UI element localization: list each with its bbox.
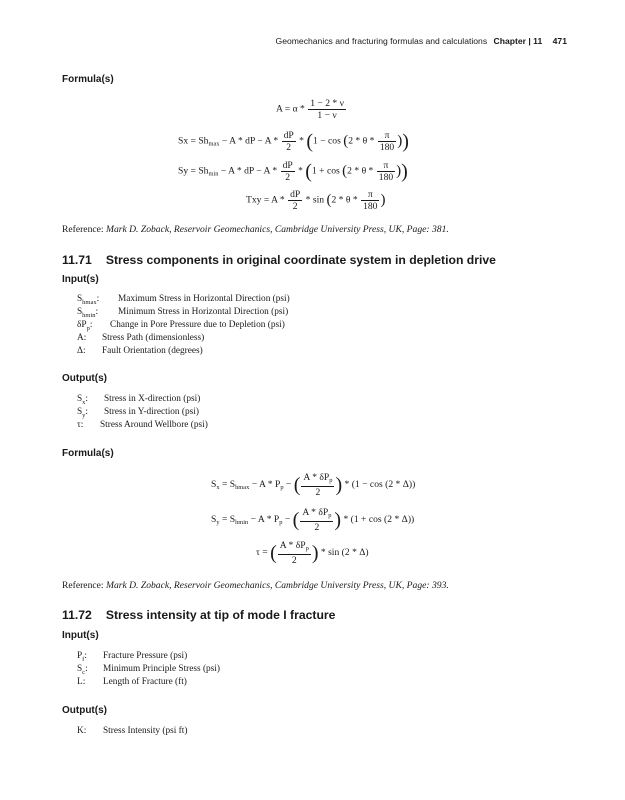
input-item-dpp: $\delta P_p$: Change in Pore Pressure due to Depletion (psi) — [77, 320, 285, 332]
equation-tau-depletion: τ = ( $\frac{A * \delta P_p}{2}$ ) * sin (2 * Δ) — [256, 540, 369, 566]
reference-citation: Mark D. Zoback, Reservoir Geomechanics, Cambridge University Press, UK, Page: 381. — [105, 224, 449, 235]
section-number: 11.72 — [62, 608, 92, 622]
reference-citation: Mark D. Zoback, Reservoir Geomechanics, Cambridge University Press, UK, Page: 393. — [105, 580, 449, 591]
input-desc: Fracture Pressure (psi) — [103, 651, 188, 661]
formula-label-11-71: Formula(s) — [62, 448, 114, 459]
output-label-11-72: Output(s) — [62, 705, 107, 716]
input-label-11-72: Input(s) — [62, 630, 99, 641]
reference-prefix: Reference: — [62, 580, 106, 591]
output-label-11-71: Output(s) — [62, 373, 107, 384]
output-item-sy: $S_y$: Stress in Y-direction (psi) — [77, 407, 199, 419]
output-item-tau: τ: Stress Around Wellbore (psi) — [77, 420, 208, 430]
output-desc: Stress Around Wellbore (psi) — [100, 420, 208, 430]
equation-sy: $Sy = Sh_{min} - A$ * dP − A * $\frac{dP}{2}$ * (1 + cos (2 * θ * $\frac{\pi}{180}$ )) — [178, 160, 408, 183]
reference-11-71 — [62, 580, 449, 591]
input-desc: Minimum Principle Stress (psi) — [103, 664, 220, 674]
input-item-pf: $P_f$: Fracture Pressure (psi) — [77, 651, 188, 663]
running-title: Geomechanics and fracturing formulas and calculations — [275, 36, 488, 46]
input-item-l: L: Length of Fracture (ft) — [77, 677, 187, 687]
section-number: 11.71 — [62, 253, 92, 267]
equation-sx-depletion: $S_x = S_{hmax} - A * P_p$ − ( $\frac{A * \delta P_p}{2}$ ) * (1 − cos (2 * Δ)) — [211, 472, 416, 498]
reference-top — [62, 224, 449, 235]
output-desc: Stress Intensity (psi ft) — [103, 726, 188, 736]
input-label-11-71: Input(s) — [62, 274, 99, 285]
input-desc: Maximum Stress in Horizontal Direction (psi) — [118, 294, 290, 304]
equation-txy: Txy = A * $\frac{dP}{2}$ * sin (2 * θ * $\frac{\pi}{180}$ ) — [246, 189, 386, 212]
input-desc: Length of Fracture (ft) — [103, 677, 187, 687]
section-heading-11-71 — [62, 253, 496, 267]
running-header — [276, 36, 567, 46]
equation-sy-depletion: $S_y = S_{hmin} - A * P_p$ − ( $\frac{A * \delta P_p}{2}$ ) * (1 + cos (2 * Δ)) — [211, 507, 415, 533]
input-desc: Minimum Stress in Horizontal Direction (psi) — [118, 307, 289, 317]
input-item-shmin: $S_{hmin}$: Minimum Stress in Horizontal Direction (psi) — [77, 307, 289, 319]
section-heading-11-72 — [62, 608, 335, 622]
equation-sx: $Sx = Sh_{max} - A$ * dP − A * $\frac{dP}{2}$ * (1 − cos (2 * θ * $\frac{\pi}{180}$ )) — [178, 130, 409, 153]
output-item-sx: $S_x$: Stress in X-direction (psi) — [77, 394, 201, 406]
input-desc: Fault Orientation (degrees) — [102, 346, 203, 356]
section-title: Stress intensity at tip of mode I fracture — [105, 608, 336, 622]
input-item-shmax: $S_{hmax}$: Maximum Stress in Horizontal Direction (psi) — [77, 294, 290, 306]
input-item-delta: Δ: Fault Orientation (degrees) — [77, 346, 203, 356]
input-desc: Change in Pore Pressure due to Depletion (psi) — [110, 320, 285, 330]
output-item-k: K: Stress Intensity (psi ft) — [77, 726, 188, 736]
page-number: 471 — [552, 36, 567, 46]
reference-prefix: Reference: — [62, 224, 106, 235]
formula-label-top: Formula(s) — [62, 74, 114, 85]
output-desc: Stress in X-direction (psi) — [104, 394, 201, 404]
equation-a: A = α * $\frac{1 - 2 * \nu}{1 - \nu}$ — [276, 98, 344, 121]
chapter-label: Chapter | 11 — [493, 36, 543, 46]
input-desc: Stress Path (dimensionless) — [102, 333, 205, 343]
input-item-a: A: Stress Path (dimensionless) — [77, 333, 205, 343]
output-desc: Stress in Y-direction (psi) — [104, 407, 199, 417]
input-item-sc: $S_c$: Minimum Principle Stress (psi) — [77, 664, 220, 676]
section-title: Stress components in original coordinate system in depletion drive — [105, 253, 496, 267]
